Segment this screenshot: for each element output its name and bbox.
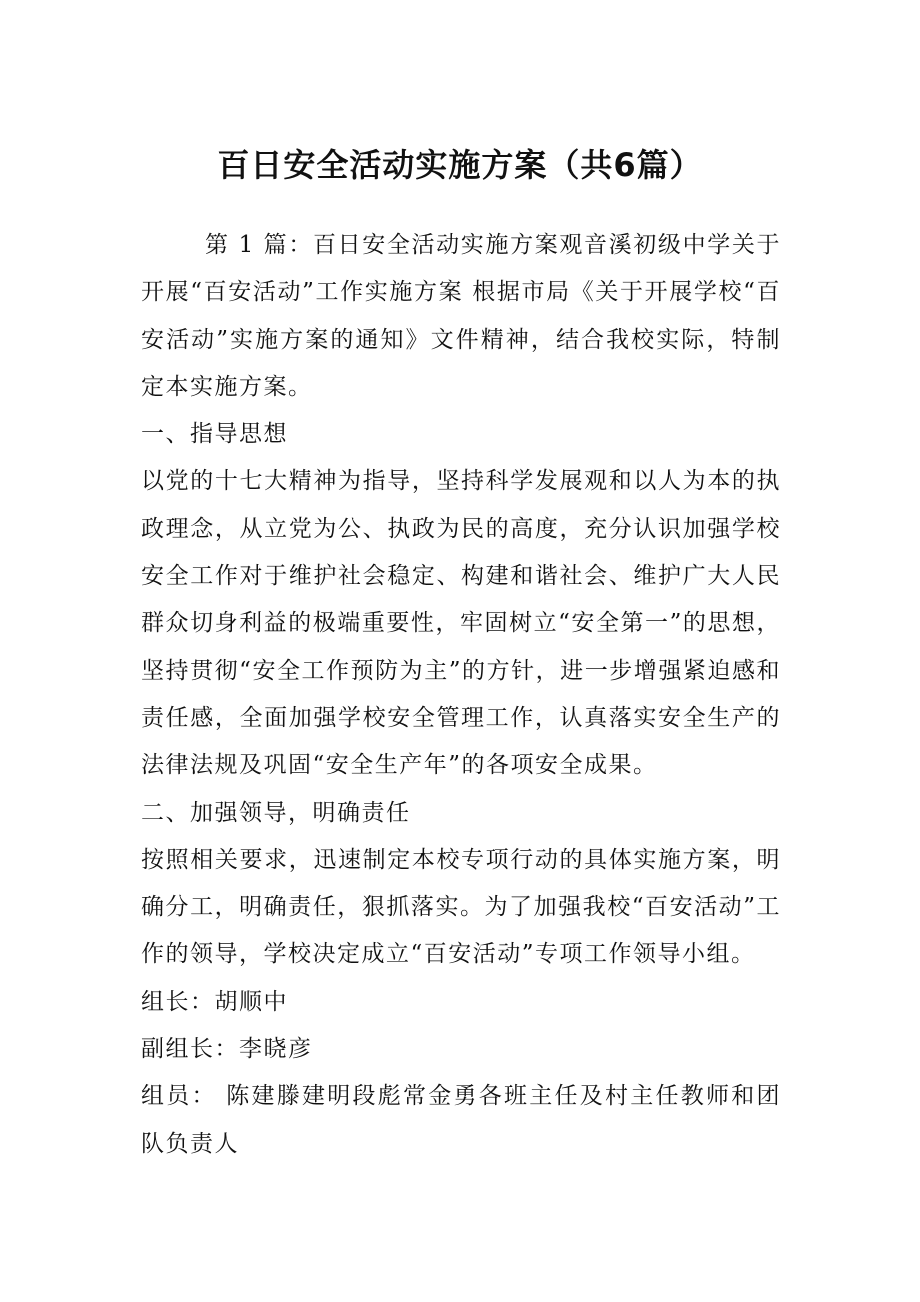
paragraph-guiding-ideology: 以党的十七大精神为指导，坚持科学发展观和以人为本的执政理念，从立党为公、执政为民的高度，充分认识加强学校安全工作对于维护社会稳定、构建和谐社会、维护广大人民群众切身利益的极端重要性，牢固树立“安全第一”的思想，坚持贯彻“安全工作预防为主”的方针，进一步增强紧迫感和责任感，全面加强学校安全管理工作，认真落实安全生产的法律法规及巩固“安全生产年”的各项安全成果。: [141, 468, 781, 779]
section-heading-leadership: 二、加强领导，明确责任: [141, 799, 411, 826]
deputy-leader-line: 副组长：李晓彦: [141, 1036, 313, 1063]
paragraph-intro: 第 1 篇：百日安全活动实施方案观音溪初级中学关于开展“百安活动”工作实施方案 根据市局《关于开展学校“百安活动”实施方案的通知》文件精神，结合我校实际，特制定本实施方案。: [141, 232, 781, 400]
paragraph-leadership: 按照相关要求，迅速制定本校专项行动的具体实施方案，明确分工，明确责任，狠抓落实。为了加强我校“百安活动”工作的领导，学校决定成立“百安活动”专项工作领导小组。: [141, 846, 781, 968]
document-title: 百日安全活动实施方案（共6篇）: [217, 146, 703, 184]
team-members-line: 组员： 陈建滕建明段彪常金勇各班主任及村主任教师和团队负责人: [141, 1083, 781, 1157]
section-heading-guiding-ideology: 一、指导思想: [141, 421, 288, 448]
document-body: [141, 222, 781, 1168]
team-leader-line: 组长：胡顺中: [141, 988, 288, 1015]
